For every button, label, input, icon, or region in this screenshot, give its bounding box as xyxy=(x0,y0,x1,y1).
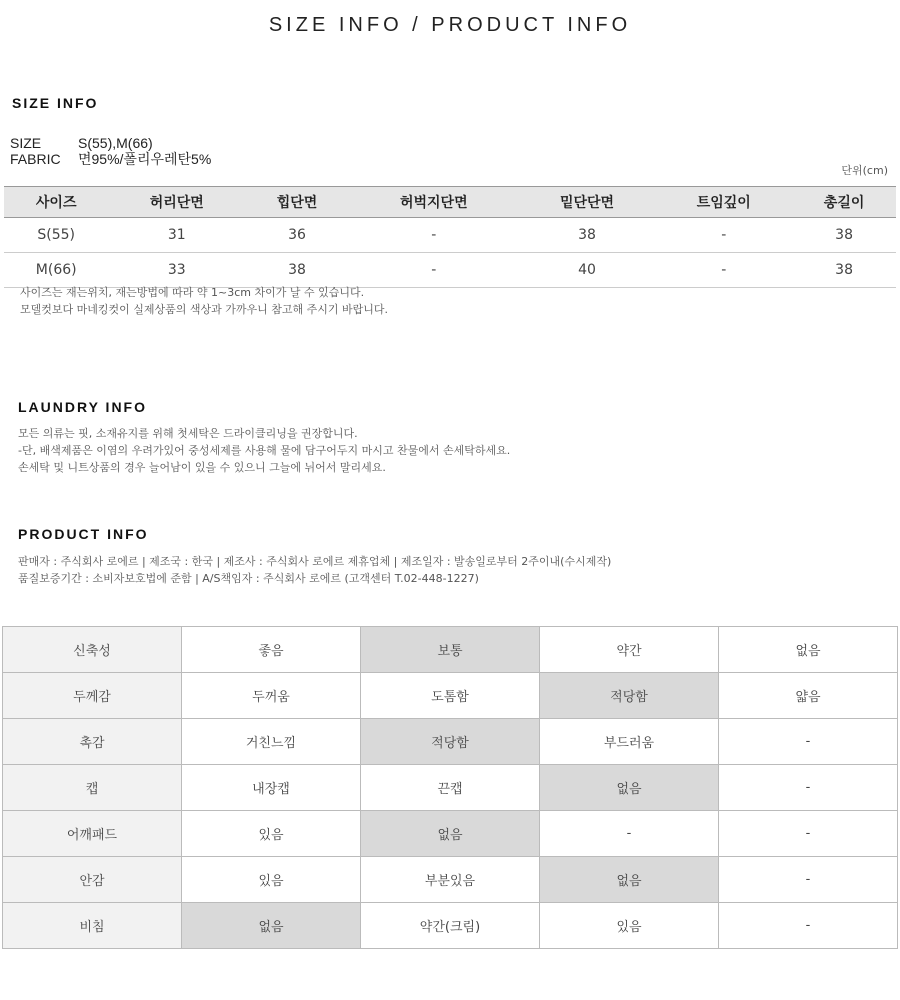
table-cell: S(55) xyxy=(4,218,108,253)
product-attribute-table xyxy=(2,626,898,949)
size-info-heading: SIZE INFO xyxy=(12,95,99,111)
spec-list xyxy=(10,135,211,167)
size-note: 사이즈는 재는위치, 재는방법에 따라 약 1~3cm 차이가 날 수 있습니다. xyxy=(20,286,365,299)
attribute-option: - xyxy=(719,719,898,765)
table-cell: - xyxy=(655,218,792,253)
attribute-option: 없음 xyxy=(719,627,898,673)
table-cell: 31 xyxy=(108,218,245,253)
product-info-heading: PRODUCT INFO xyxy=(18,526,149,542)
attribute-row xyxy=(3,627,898,673)
table-cell: - xyxy=(349,218,519,253)
attribute-option: 약간 xyxy=(540,627,719,673)
table-cell: 40 xyxy=(519,253,656,288)
attribute-option: 거친느낌 xyxy=(182,719,361,765)
table-cell: - xyxy=(349,253,519,288)
column-header: 사이즈 xyxy=(4,187,108,218)
attribute-row xyxy=(3,719,898,765)
attribute-label: 어깨패드 xyxy=(3,811,182,857)
attribute-row xyxy=(3,857,898,903)
page-title: SIZE INFO / PRODUCT INFO xyxy=(268,14,632,36)
table-cell: 38 xyxy=(245,253,349,288)
table-row xyxy=(4,218,896,253)
spec-fabric-row xyxy=(10,151,211,167)
table-cell: 33 xyxy=(108,253,245,288)
product-notes xyxy=(18,553,611,587)
attribute-label: 캡 xyxy=(3,765,182,811)
size-note: 모델컷보다 마네킹컷이 실제상품의 색상과 가까우니 참고해 주시기 바랍니다. xyxy=(20,303,389,316)
attribute-label: 안감 xyxy=(3,857,182,903)
spec-key: SIZE xyxy=(10,135,42,151)
attribute-option: 약간(크림) xyxy=(361,903,540,949)
attribute-option-selected: 적당함 xyxy=(540,673,719,719)
laundry-notes xyxy=(18,425,510,476)
column-header: 허리단면 xyxy=(108,187,245,218)
attribute-option: 내장캡 xyxy=(182,765,361,811)
attribute-option-selected: 적당함 xyxy=(361,719,540,765)
attribute-option: 있음 xyxy=(182,811,361,857)
column-header: 밑단단면 xyxy=(519,187,656,218)
column-header: 트임깊이 xyxy=(655,187,792,218)
attribute-option: 얇음 xyxy=(719,673,898,719)
laundry-note: -단, 배색제품은 이염의 우려가있어 중성세제를 사용해 물에 담구어두지 마시고 찬물에서 손세탁하세요. xyxy=(18,444,511,457)
column-header: 허벅지단면 xyxy=(349,187,519,218)
attribute-label: 비침 xyxy=(3,903,182,949)
laundry-note: 손세탁 및 니트상품의 경우 늘어남이 있을 수 있으니 그늘에 뉘어서 말리세요. xyxy=(18,461,386,474)
table-row xyxy=(4,253,896,288)
attribute-option-selected: 없음 xyxy=(540,765,719,811)
attribute-option: 좋음 xyxy=(182,627,361,673)
table-cell: 38 xyxy=(792,218,896,253)
table-cell: 38 xyxy=(519,218,656,253)
attribute-option-selected: 보통 xyxy=(361,627,540,673)
attribute-option: - xyxy=(719,765,898,811)
attribute-label: 촉감 xyxy=(3,719,182,765)
spec-size-row xyxy=(10,135,211,151)
attribute-option: 두꺼움 xyxy=(182,673,361,719)
attribute-option: 도톰함 xyxy=(361,673,540,719)
attribute-option: 있음 xyxy=(540,903,719,949)
attribute-option: 있음 xyxy=(182,857,361,903)
attribute-option-selected: 없음 xyxy=(540,857,719,903)
size-table-header xyxy=(4,187,896,218)
column-header: 힙단면 xyxy=(245,187,349,218)
attribute-option-selected: 없음 xyxy=(361,811,540,857)
attribute-option: - xyxy=(540,811,719,857)
product-note: 판매자 : 주식회사 로에르 | 제조국 : 한국 | 제조사 : 주식회사 로에르 제휴업체 | 제조일자 : 발송일로부터 2주이내(수시제작) xyxy=(18,555,612,568)
table-cell: - xyxy=(655,253,792,288)
attribute-row xyxy=(3,765,898,811)
column-header: 총길이 xyxy=(792,187,896,218)
product-note: 품질보증기간 : 소비자보호법에 준함 | A/S책임자 : 주식회사 로에르 (고객센터 T.02-448-1227) xyxy=(18,572,479,585)
unit-label: 단위(cm) xyxy=(841,164,888,177)
attribute-option: 끈캡 xyxy=(361,765,540,811)
attribute-option: - xyxy=(719,857,898,903)
attribute-option: - xyxy=(719,811,898,857)
table-cell: 36 xyxy=(245,218,349,253)
attribute-label: 두께감 xyxy=(3,673,182,719)
attribute-label: 신축성 xyxy=(3,627,182,673)
spec-value: S(55),M(66) xyxy=(78,135,153,151)
size-table xyxy=(4,186,896,288)
attribute-row xyxy=(3,903,898,949)
attribute-option: - xyxy=(719,903,898,949)
attribute-option-selected: 없음 xyxy=(182,903,361,949)
table-cell: M(66) xyxy=(4,253,108,288)
attribute-option: 부드러움 xyxy=(540,719,719,765)
attribute-option: 부분있음 xyxy=(361,857,540,903)
attribute-row xyxy=(3,811,898,857)
laundry-info-heading: LAUNDRY INFO xyxy=(18,399,147,415)
spec-value: 면95%/폴리우레탄5% xyxy=(78,151,212,167)
table-cell: 38 xyxy=(792,253,896,288)
laundry-note: 모든 의류는 핏, 소재유지를 위해 첫세탁은 드라이클리닝을 권장합니다. xyxy=(18,427,358,440)
size-notes xyxy=(20,284,388,318)
attribute-row xyxy=(3,673,898,719)
spec-key: FABRIC xyxy=(10,151,61,167)
